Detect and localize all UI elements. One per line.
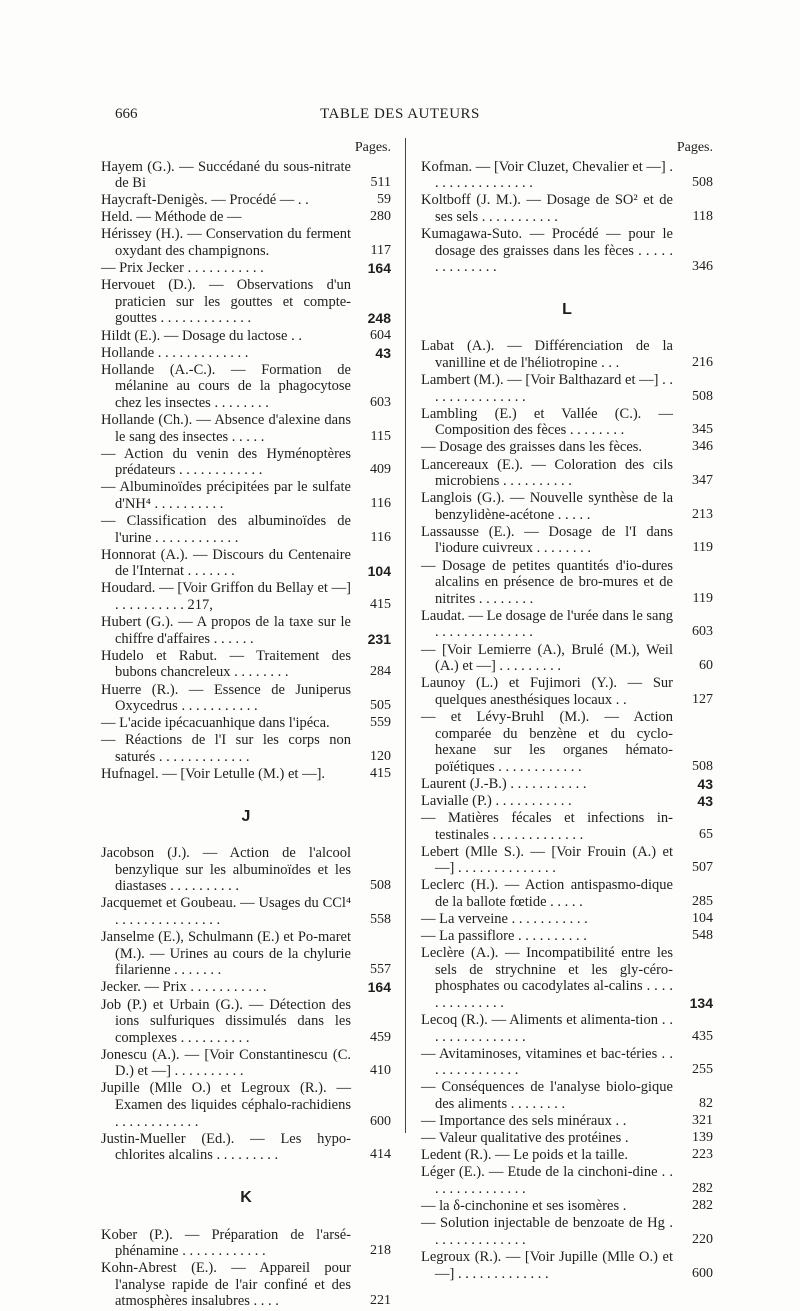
entry-page-number: 346 xyxy=(692,259,713,275)
entry-text: Kofman. — [Voir Cluzet, Chevalier et —] . . . . . . . . . . . . . . . xyxy=(421,158,673,192)
entry-page-number: 603 xyxy=(692,624,713,640)
entry-page-number: 508 xyxy=(370,878,391,894)
index-entry xyxy=(101,159,391,192)
entry-text: — Albuminoïdes précipitées par le sulfate d'NH⁴ . . . . . . . . . . xyxy=(101,479,351,512)
entry-text: Haycraft-Denigès. — Procédé — . . xyxy=(101,192,309,209)
index-entry xyxy=(421,1147,713,1164)
index-entry xyxy=(421,1198,713,1215)
index-entry xyxy=(421,608,713,641)
index-entry xyxy=(101,1227,391,1260)
entry-text: — Dosage des graisses dans les fèces. xyxy=(421,439,643,456)
entry-page-number: 118 xyxy=(692,208,713,224)
index-entry xyxy=(101,277,391,327)
entry-page-number: 505 xyxy=(370,698,391,714)
entry-text: Jacobson (J.). — Action de l'alcool benzylique sur les albuminoïdes et les diastases . . . . . . . . . . xyxy=(101,845,351,895)
index-entry xyxy=(101,929,391,979)
entry-page-number: 559 xyxy=(370,715,391,731)
entry-page-number: 43 xyxy=(697,792,713,809)
index-entry xyxy=(421,406,713,439)
entry-text: Honnorat (A.). — Discours du Centenaire de l'Internat . . . . . . . xyxy=(101,546,351,580)
entry-text: Ledent (R.). — Le poids et la taille. xyxy=(421,1147,628,1164)
index-entry xyxy=(101,1260,391,1310)
entry-text: — Avitaminoses, vitamines et bac-téries . . . . . . . . . . . . . . xyxy=(421,1045,673,1079)
entry-text: Huerre (R.). — Essence de Juniperus Oxycedrus . . . . . . . . . . . xyxy=(101,681,351,715)
entry-page-number: 43 xyxy=(375,344,391,361)
entry-page-number: 115 xyxy=(370,428,391,444)
index-entry xyxy=(101,580,391,613)
entry-page-number: 511 xyxy=(370,175,391,191)
right-column xyxy=(421,140,713,1283)
entry-page-number: 414 xyxy=(370,1147,391,1163)
entry-text: — Matières fécales et infections in-testinales . . . . . . . . . . . . . xyxy=(421,809,673,843)
index-entry xyxy=(421,192,713,225)
entry-page-number: 218 xyxy=(370,1243,391,1259)
index-entry xyxy=(101,1080,391,1130)
index-entry xyxy=(421,1079,713,1112)
h-entries-list xyxy=(101,159,391,783)
entry-page-number: 231 xyxy=(367,630,391,647)
column-divider xyxy=(405,138,406,1133)
entry-page-number: 282 xyxy=(692,1181,713,1197)
entry-text: Kohn-Abrest (E.). — Appareil pour l'analyse rapide de l'air confiné et des atmosphères insalubres . . . . xyxy=(101,1260,351,1310)
entry-text: — Action du venin des Hyménoptères prédateurs . . . . . . . . . . . . xyxy=(101,445,351,479)
entry-page-number: 216 xyxy=(692,354,713,370)
entry-page-number: 60 xyxy=(699,658,713,674)
index-entry xyxy=(421,1012,713,1045)
entry-page-number: 120 xyxy=(370,748,391,764)
entry-page-number: 507 xyxy=(692,860,713,876)
index-entry xyxy=(421,776,713,793)
entry-text: Lebert (Mlle S.). — [Voir Frouin (A.) et —] . . . . . . . . . . . . . . xyxy=(421,843,673,877)
entry-text: Laurent (J.-B.) . . . . . . . . . . . xyxy=(421,775,587,792)
index-entry xyxy=(421,911,713,928)
entry-page-number: 600 xyxy=(370,1113,391,1129)
entry-page-number: 410 xyxy=(370,1063,391,1079)
index-entry xyxy=(421,1113,713,1130)
index-entry xyxy=(421,372,713,405)
entry-text: Langlois (G.). — Nouvelle synthèse de la benzylidène-acétone . . . . . xyxy=(421,490,673,523)
entry-page-number: 346 xyxy=(692,439,713,455)
entry-text: Kober (P.). — Préparation de l'arsé-phénamine . . . . . . . . . . . . xyxy=(101,1226,351,1260)
entry-text: Hufnagel. — [Voir Letulle (M.) et —]. xyxy=(101,765,326,782)
entry-text: Launoy (L.) et Fujimori (Y.). — Sur quelques anesthésiques locaux . . xyxy=(421,675,673,708)
entry-page-number: 220 xyxy=(692,1231,713,1247)
entry-text: Janselme (E.), Schulmann (E.) et Po-maret (M.). — Urines au cours de la chylurie filarienne . . . . . . . xyxy=(101,929,351,979)
entry-text: Lambling (E.) et Vallée (C.). — Composition des fèces . . . . . . . . xyxy=(421,405,673,439)
index-entry xyxy=(421,928,713,945)
index-entry xyxy=(421,159,713,192)
index-entry xyxy=(101,260,391,277)
entry-text: Lavialle (P.) . . . . . . . . . . . xyxy=(421,792,572,809)
entry-text: Justin-Mueller (Ed.). — Les hypo-chlorites alcalins . . . . . . . . . xyxy=(101,1130,351,1164)
entry-text: Hérissey (H.). — Conservation du ferment oxydant des champignons. xyxy=(101,226,351,260)
entry-page-number: 285 xyxy=(692,893,713,909)
index-entry xyxy=(421,709,713,775)
index-entry xyxy=(101,682,391,715)
entry-page-number: 459 xyxy=(370,1029,391,1045)
index-entry xyxy=(101,732,391,765)
index-entry xyxy=(101,345,391,362)
entry-text: Jonescu (A.). — [Voir Constantinescu (C. D.) et —] . . . . . . . . . . xyxy=(101,1046,351,1080)
section-letter-l: L xyxy=(562,300,572,318)
entry-text: Hudelo et Rabut. — Traitement des bubons chancreleux . . . . . . . . xyxy=(101,647,351,681)
entry-text: Houdard. — [Voir Griffon du Bellay et —] . . . . . . . . . . 217, xyxy=(101,580,351,614)
index-entry xyxy=(421,338,713,371)
entry-text: Hildt (E.). — Dosage du lactose . . xyxy=(101,327,302,344)
entry-page-number: 321 xyxy=(692,1113,713,1129)
entry-page-number: 139 xyxy=(692,1130,713,1146)
entry-text: — La passiflore . . . . . . . . . . xyxy=(421,928,587,945)
entry-page-number: 284 xyxy=(370,664,391,680)
entry-text: — L'acide ipécacuanhique dans l'ipéca. xyxy=(101,715,330,732)
entry-text: — Classification des albuminoïdes de l'urine . . . . . . . . . . . . xyxy=(101,513,351,546)
k-entries-list xyxy=(101,1227,391,1310)
entry-text: — Importance des sels minéraux . . xyxy=(421,1113,627,1130)
entry-page-number: 345 xyxy=(692,422,713,438)
index-entry xyxy=(101,226,391,259)
index-entry xyxy=(421,439,713,456)
entry-text: — et Lévy-Bruhl (M.). — Action comparée du benzène et du cyclo-hexane sur les organes hémato-poïétiques . . . . . . . . . . . . xyxy=(421,708,673,775)
index-entry xyxy=(101,845,391,895)
entry-page-number: 221 xyxy=(370,1293,391,1309)
entry-page-number: 119 xyxy=(692,590,713,606)
entry-page-number: 280 xyxy=(370,209,391,225)
entry-text: — Conséquences de l'analyse biolo-gique des aliments . . . . . . . . xyxy=(421,1079,673,1113)
entry-text: Lassausse (E.). — Dosage de l'I dans l'iodure cuivreux . . . . . . . . xyxy=(421,523,673,557)
entry-text: Leclère (A.). — Incompatibilité entre les sels de strychnine et les gly-céro-phosphates ou cacodylates al-calins . . . . . . . . . . . . . . xyxy=(421,945,673,1011)
index-entry xyxy=(101,997,391,1047)
section-letter-j: J xyxy=(241,807,251,825)
index-entry xyxy=(421,810,713,843)
index-entry xyxy=(101,895,391,928)
index-entry xyxy=(421,226,713,276)
entry-text: — La verveine . . . . . . . . . . . xyxy=(421,911,588,928)
entry-page-number: 82 xyxy=(699,1096,713,1112)
entry-page-number: 127 xyxy=(692,691,713,707)
entry-page-number: 117 xyxy=(370,243,391,259)
entry-page-number: 43 xyxy=(697,775,713,792)
pages-label-right: Pages. xyxy=(676,140,713,155)
entry-page-number: 558 xyxy=(370,912,391,928)
entry-text: Jacquemet et Goubeau. — Usages du CCl⁴ . . . . . . . . . . . . . . . xyxy=(101,895,351,929)
index-entry xyxy=(421,457,713,490)
index-entry xyxy=(101,979,391,996)
entry-text: Hubert (G.). — A propos de la taxe sur le chiffre d'affaires . . . . . . xyxy=(101,614,351,647)
entry-page-number: 415 xyxy=(370,765,391,781)
index-entry xyxy=(421,558,713,608)
entry-text: Job (P.) et Urbain (G.). — Détection des ions sulfuriques dissimulés dans les complexes . . . . . . . . . . xyxy=(101,996,351,1046)
index-entry xyxy=(101,362,391,412)
entry-page-number: 59 xyxy=(377,192,391,208)
index-entry xyxy=(421,1164,713,1197)
entry-page-number: 415 xyxy=(370,597,391,613)
index-entry xyxy=(101,614,391,647)
index-entry xyxy=(421,1215,713,1248)
entry-text: Labat (A.). — Différenciation de la vanilline et de l'héliotropine . . . xyxy=(421,338,673,371)
index-entry xyxy=(101,192,391,209)
entry-page-number: 557 xyxy=(370,962,391,978)
entry-text: Lancereaux (E.). — Coloration des cils microbiens . . . . . . . . . . xyxy=(421,456,673,490)
page-header xyxy=(0,106,800,128)
index-entry xyxy=(101,446,391,479)
entry-text: — Réactions de l'I sur les corps non saturés . . . . . . . . . . . . . xyxy=(101,732,351,765)
entry-page-number: 104 xyxy=(367,563,391,580)
entry-page-number: 409 xyxy=(370,462,391,478)
index-entry xyxy=(101,766,391,783)
running-title: TABLE DES AUTEURS xyxy=(320,106,480,122)
index-entry xyxy=(101,328,391,345)
entry-page-number: 104 xyxy=(692,911,713,927)
entry-text: — la δ-cinchonine et ses isomères . xyxy=(421,1198,627,1215)
entry-page-number: 116 xyxy=(370,495,391,511)
entry-page-number: 164 xyxy=(367,979,391,996)
entry-page-number: 134 xyxy=(689,995,713,1011)
entry-page-number: 548 xyxy=(692,928,713,944)
entry-text: — Prix Jecker . . . . . . . . . . . xyxy=(101,260,264,277)
j-entries-list xyxy=(101,845,391,1164)
index-entry xyxy=(421,642,713,675)
entry-text: Hollande (Ch.). — Absence d'alexine dans le sang des insectes . . . . . xyxy=(101,412,351,445)
entry-page-number: 508 xyxy=(692,758,713,774)
entry-page-number: 603 xyxy=(370,394,391,410)
index-entry xyxy=(421,675,713,708)
entry-page-number: 600 xyxy=(692,1265,713,1281)
entry-page-number: 164 xyxy=(367,260,391,277)
page-number: 666 xyxy=(115,106,138,122)
index-entry xyxy=(421,945,713,1011)
entry-text: Kumagawa-Suto. — Procédé — pour le dosage des graisses dans les fèces . . . . . . . . . . . . . . xyxy=(421,225,673,276)
index-entry xyxy=(101,715,391,732)
entry-page-number: 282 xyxy=(692,1198,713,1214)
entry-page-number: 255 xyxy=(692,1062,713,1078)
index-entry xyxy=(421,793,713,810)
entry-page-number: 248 xyxy=(367,310,391,327)
entry-text: Laudat. — Le dosage de l'urée dans le sang . . . . . . . . . . . . . . xyxy=(421,607,673,641)
entry-text: Hollande (A.-C.). — Formation de mélanine au cours de la phagocytose chez les insectes . . . . . . . . xyxy=(101,361,351,411)
index-entry xyxy=(101,513,391,546)
entry-page-number: 435 xyxy=(692,1028,713,1044)
entry-page-number: 604 xyxy=(370,327,391,343)
entry-text: Hayem (G.). — Succédané du sous-nitrate de Bi xyxy=(101,158,351,192)
entry-text: — Dosage de petites quantités d'io-dures alcalins en présence de bro-mures et de nitrites . . . . . . . . xyxy=(421,557,673,607)
entry-text: Jecker. — Prix . . . . . . . . . . . xyxy=(101,979,267,996)
index-entry xyxy=(421,524,713,557)
entry-page-number: 213 xyxy=(692,506,713,522)
entry-page-number: 223 xyxy=(692,1147,713,1163)
index-entry xyxy=(421,877,713,910)
index-entry xyxy=(101,547,391,580)
section-letter-k: K xyxy=(240,1188,252,1206)
pages-label: Pages. xyxy=(354,140,391,155)
index-entry xyxy=(101,479,391,512)
entry-page-number: 65 xyxy=(699,826,713,842)
entry-text: Held. — Méthode de — xyxy=(101,209,242,226)
index-entry xyxy=(421,844,713,877)
index-entry xyxy=(101,209,391,226)
k-continued-entries-list xyxy=(421,159,713,276)
index-entry xyxy=(421,1046,713,1079)
entry-text: Jupille (Mlle O.) et Legroux (R.). — Examen des liquides céphalo-rachidiens . . . . . . . . . . . . xyxy=(101,1080,351,1130)
entry-page-number: 347 xyxy=(692,473,713,489)
entry-text: Lecoq (R.). — Aliments et alimenta-tion . . . . . . . . . . . . . . . xyxy=(421,1012,673,1045)
entry-text: Léger (E.). — Etude de la cinchoni-dine . . . . . . . . . . . . . . . xyxy=(421,1164,673,1198)
entry-text: — Valeur qualitative des protéines . xyxy=(421,1130,629,1147)
entry-page-number: 119 xyxy=(692,540,713,556)
entry-page-number: 116 xyxy=(370,529,391,545)
entry-page-number: 508 xyxy=(692,388,713,404)
index-entry xyxy=(101,1047,391,1080)
index-entry xyxy=(101,1131,391,1164)
left-column xyxy=(101,140,391,1311)
index-entry xyxy=(101,412,391,445)
entry-text: Hollande . . . . . . . . . . . . . xyxy=(101,344,249,361)
entry-text: Hervouet (D.). — Observations d'un praticien sur les gouttes et compte-gouttes . . . . . . . . . . . . . xyxy=(101,277,351,327)
entry-text: — [Voir Lemierre (A.), Brulé (M.), Weil (A.) et —] . . . . . . . . . xyxy=(421,641,673,675)
index-entry xyxy=(421,1249,713,1282)
index-entry xyxy=(421,1130,713,1147)
entry-text: — Solution injectable de benzoate de Hg . . . . . . . . . . . . . . xyxy=(421,1215,673,1248)
l-entries-list xyxy=(421,338,713,1282)
entry-text: Lambert (M.). — [Voir Balthazard et —] . . . . . . . . . . . . . . . xyxy=(421,372,673,405)
entry-page-number: 508 xyxy=(692,175,713,191)
index-entry xyxy=(101,648,391,681)
index-entry xyxy=(421,490,713,523)
entry-text: Koltboff (J. M.). — Dosage de SO² et de ses sels . . . . . . . . . . . xyxy=(421,192,673,225)
entry-text: Legroux (R.). — [Voir Jupille (Mlle O.) et —] . . . . . . . . . . . . . xyxy=(421,1248,673,1282)
entry-text: Leclerc (H.). — Action antispasmo-dique de la ballote fœtide . . . . . xyxy=(421,877,673,910)
